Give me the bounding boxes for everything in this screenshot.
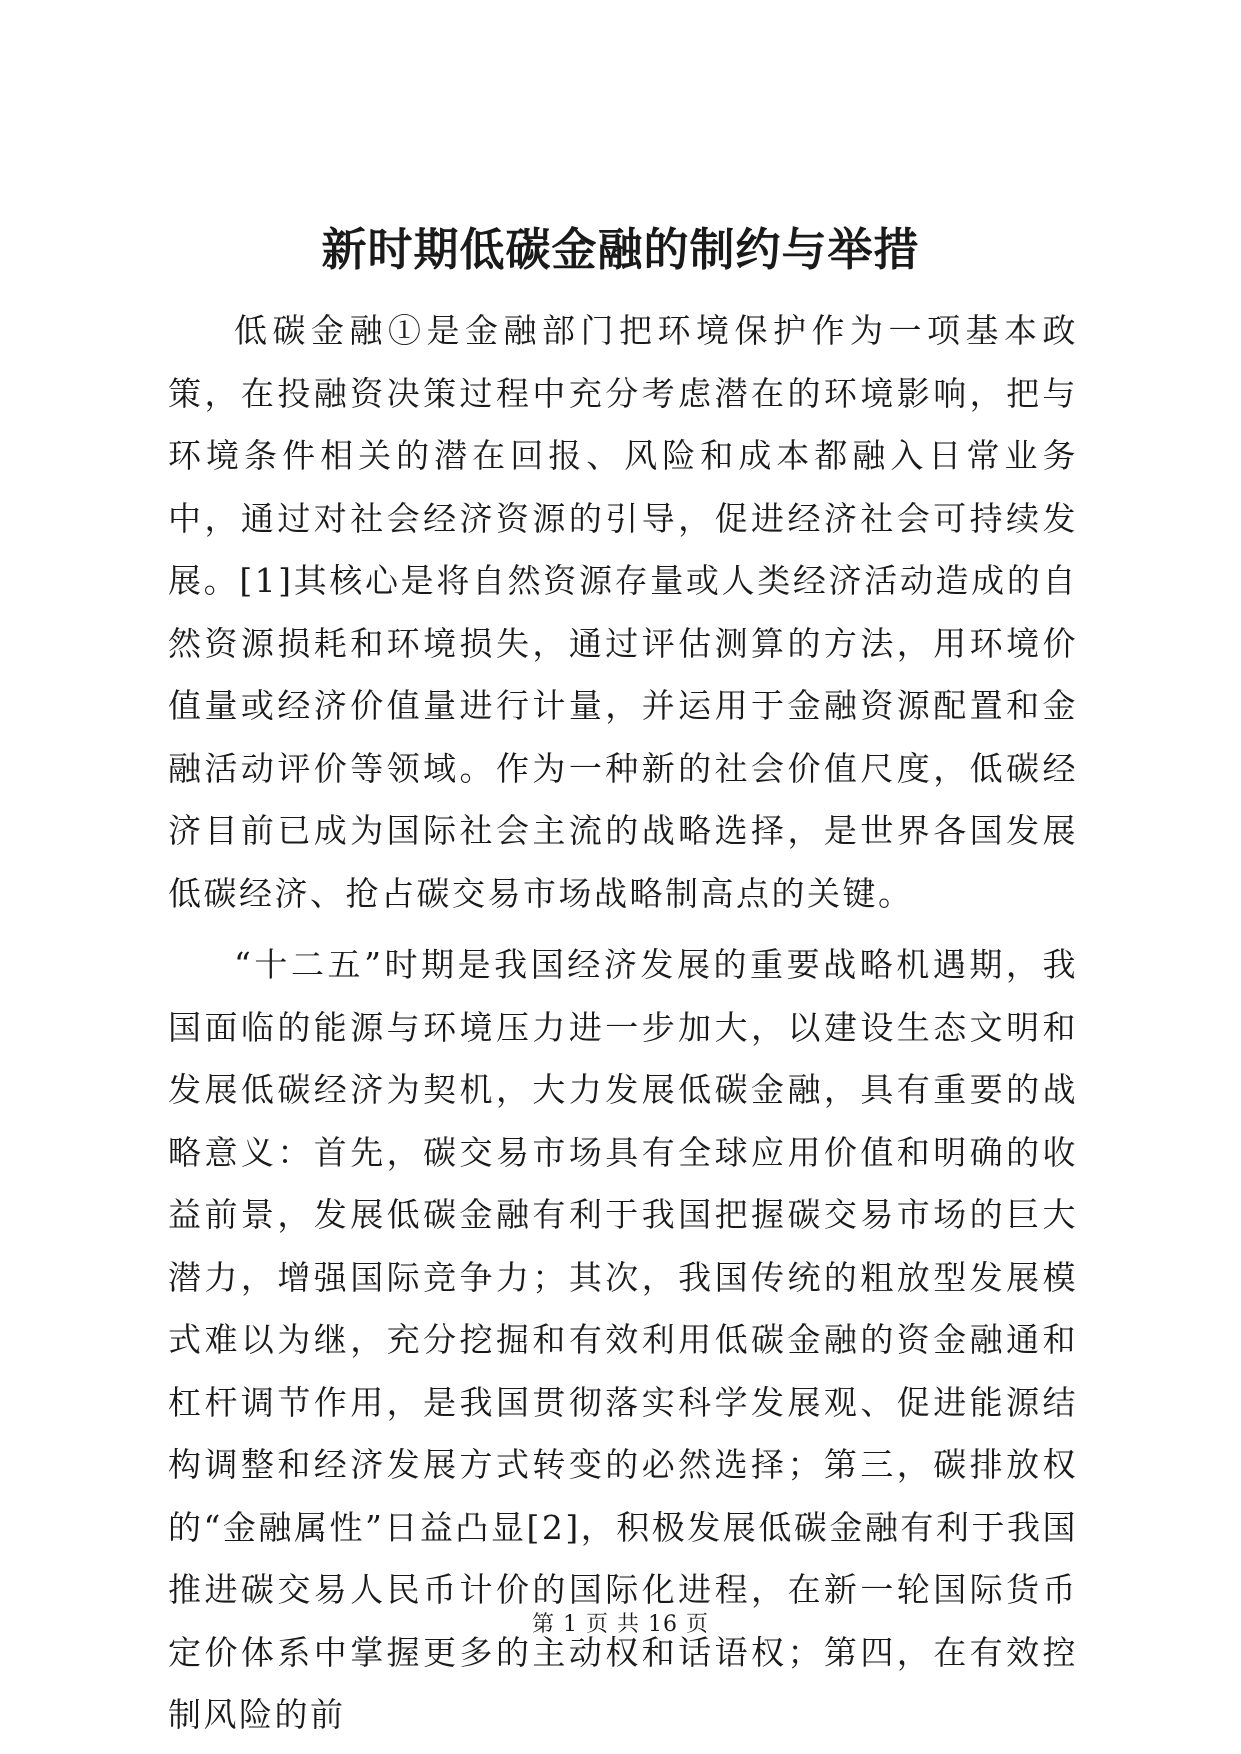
paragraph-2: “十二五”时期是我国经济发展的重要战略机遇期，我国面临的能源与环境压力进一步加大，以建设生态文明和发展低碳经济为契机，大力发展低碳金融，具有重要的战略意义：首先，碳交易市场具有全球应用价值和明确的收益前景，发展低碳金融有利于我国把握碳交易市场的巨大潜力，增强国际竞争力；其次，我国传统的粗放型发展模式难以为继，充分挖掘和有效利用低碳金融的资金融通和杠杆调节作用，是我国贯彻落实科学发展观、促进能源结构调整和经济发展方式转变的必然选择；第三，碳排放权的“金融属性”日益凸显[2]，积极发展低碳金融有利于我国推进碳交易人民币计价的国际化进程，在新一轮国际货币定价体系中掌握更多的主动权和话语权；第四，在有效控制风险的前 bbox=[168, 945, 1078, 1734]
page-title: 新时期低碳金融的制约与举措 bbox=[321, 223, 920, 276]
paragraph-1: 低碳金融①是金融部门把环境保护作为一项基本政策，在投融资决策过程中充分考虑潜在的环境影响，把与环境条件相关的潜在回报、风险和成本都融入日常业务中，通过对社会经济资源的引导，促进经济社会可持续发展。[1]其核心是将自然资源存量或人类经济活动造成的自然资源损耗和环境损失，通过评估测算的方法，用环境价值量或经济价值量进行计量，并运用于金融资源配置和金融活动评价等领域。作为一种新的社会价值尺度，低碳经济目前已成为国际社会主流的战略选择，是世界各国发展低碳经济、抢占碳交易市场战略制高点的关键。 bbox=[168, 311, 1078, 913]
page-number-footer: 第 1 页 共 16 页 bbox=[532, 1612, 709, 1637]
document-body bbox=[168, 300, 1078, 1747]
